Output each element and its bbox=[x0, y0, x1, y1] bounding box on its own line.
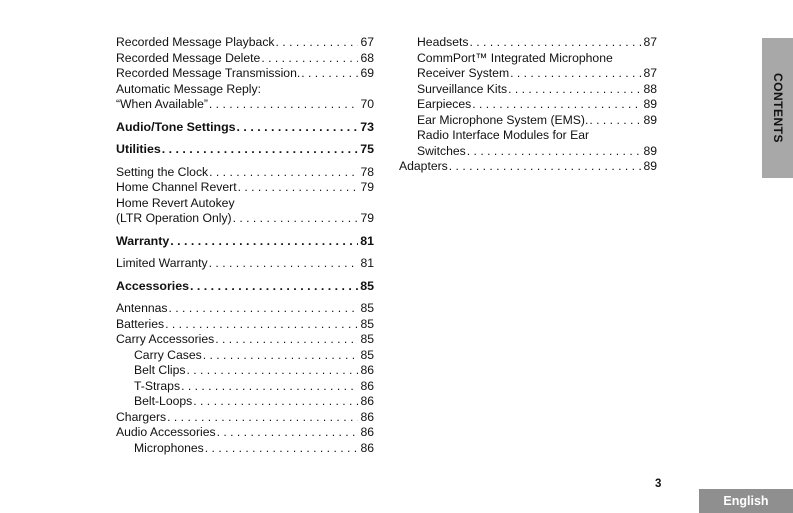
toc-entry-page: 85 bbox=[360, 301, 374, 315]
toc-entry-title: Audio Accessories bbox=[116, 425, 216, 439]
toc-entry-title: Setting the Clock bbox=[116, 164, 209, 179]
toc-entry-title: Utilities bbox=[116, 142, 161, 156]
toc-entry-page: 67 bbox=[360, 35, 374, 49]
toc-entry-page: 70 bbox=[360, 97, 374, 111]
toc-section-heading[interactable] bbox=[116, 142, 374, 158]
toc-entry-title: Warranty bbox=[116, 233, 170, 248]
toc-entry-page: 89 bbox=[643, 143, 657, 158]
toc-entry-title: Recorded Message Playback bbox=[116, 35, 275, 49]
dot-leader bbox=[161, 142, 358, 158]
dot-leader bbox=[471, 97, 641, 113]
toc-entry-title: Belt-Loops bbox=[134, 394, 193, 408]
toc-entry[interactable] bbox=[116, 317, 374, 333]
toc-entry[interactable] bbox=[116, 394, 374, 410]
toc-entry-title: Carry Accessories bbox=[116, 332, 215, 346]
toc-entry-page: 75 bbox=[360, 142, 374, 156]
dot-leader bbox=[469, 35, 642, 51]
dot-leader bbox=[300, 66, 358, 82]
toc-entry-title: Antennas bbox=[116, 301, 168, 315]
toc-entry[interactable] bbox=[116, 301, 374, 317]
toc-entry-title: Belt Clips bbox=[134, 363, 186, 377]
toc-left-column bbox=[116, 35, 374, 456]
toc-entry-title: Adapters bbox=[399, 159, 448, 173]
toc-entry-page: 87 bbox=[643, 66, 657, 80]
toc-entry[interactable] bbox=[399, 159, 657, 175]
toc-entry-title: (LTR Operation Only) bbox=[116, 211, 232, 225]
toc-entry-title: Recorded Message Delete bbox=[116, 50, 261, 65]
dot-leader bbox=[168, 301, 359, 317]
toc-entry-title: Surveillance Kits bbox=[417, 81, 508, 96]
toc-section-heading[interactable] bbox=[116, 279, 374, 295]
language-tab-label: English bbox=[723, 494, 769, 508]
dot-leader bbox=[236, 120, 359, 136]
dot-leader bbox=[448, 159, 642, 175]
toc-entry[interactable] bbox=[116, 180, 374, 196]
toc-right-column bbox=[399, 35, 657, 175]
toc-entry-page: 73 bbox=[360, 119, 374, 134]
dot-leader bbox=[169, 234, 358, 250]
toc-entry-page: 85 bbox=[360, 332, 374, 346]
dot-leader bbox=[260, 51, 358, 67]
toc-entry-title: Switches bbox=[417, 143, 466, 158]
toc-entry[interactable] bbox=[399, 82, 657, 98]
page-number: 3 bbox=[655, 478, 662, 490]
toc-entry-title: Ear Microphone System (EMS). bbox=[417, 112, 589, 127]
toc-entry-title: Microphones bbox=[134, 440, 204, 455]
dot-leader bbox=[588, 113, 641, 129]
toc-entry-page: 85 bbox=[360, 347, 374, 362]
toc-entry[interactable] bbox=[116, 97, 374, 113]
dot-leader bbox=[232, 211, 359, 227]
dot-leader bbox=[214, 332, 358, 348]
toc-entry[interactable] bbox=[116, 363, 374, 379]
dot-leader bbox=[208, 97, 359, 113]
toc-entry-title: “When Available” bbox=[116, 97, 208, 111]
toc-entry-title: Recorded Message Transmission. bbox=[116, 66, 301, 80]
dot-leader bbox=[164, 317, 358, 333]
toc-entry-page: 89 bbox=[643, 97, 657, 111]
toc-entry-title: Accessories bbox=[116, 278, 190, 293]
language-tab bbox=[699, 489, 793, 513]
toc-entry-page: 89 bbox=[643, 159, 657, 173]
toc-entry-page: 68 bbox=[360, 50, 374, 65]
toc-line: Automatic Message Reply: bbox=[116, 81, 261, 96]
toc-entry-page: 87 bbox=[643, 35, 657, 49]
toc-line: Home Revert Autokey bbox=[116, 195, 235, 210]
toc-entry-page: 85 bbox=[360, 316, 374, 331]
toc-section-heading[interactable] bbox=[116, 234, 374, 250]
toc-entry-page: 89 bbox=[643, 112, 657, 127]
toc-entry-title: Limited Warranty bbox=[116, 256, 208, 270]
toc-entry-title: Receiver System bbox=[417, 66, 510, 80]
toc-entry[interactable] bbox=[116, 256, 374, 272]
dot-leader bbox=[208, 165, 358, 181]
toc-entry-page: 86 bbox=[360, 425, 374, 439]
toc-entry[interactable] bbox=[116, 441, 374, 457]
toc-entry-page: 86 bbox=[360, 378, 374, 393]
toc-entry[interactable] bbox=[399, 113, 657, 129]
toc-section-heading[interactable] bbox=[116, 120, 374, 136]
dot-leader bbox=[185, 363, 358, 379]
dot-leader bbox=[204, 441, 359, 457]
toc-entry-title: Audio/Tone Settings bbox=[116, 119, 236, 134]
toc-entry-page: 86 bbox=[360, 394, 374, 408]
dot-leader bbox=[208, 256, 359, 272]
dot-leader bbox=[216, 425, 359, 441]
dot-leader bbox=[237, 180, 359, 196]
toc-entry-page: 79 bbox=[360, 180, 374, 194]
toc-entry[interactable] bbox=[116, 66, 374, 82]
dot-leader bbox=[192, 394, 358, 410]
dot-leader bbox=[275, 35, 359, 51]
toc-entry-title: Headsets bbox=[417, 35, 469, 49]
toc-entry[interactable] bbox=[116, 35, 374, 51]
dot-leader bbox=[202, 348, 359, 364]
dot-leader bbox=[509, 66, 641, 82]
toc-entry[interactable] bbox=[116, 332, 374, 348]
toc-entry-page: 79 bbox=[360, 211, 374, 225]
toc-entry[interactable] bbox=[399, 35, 657, 51]
toc-entry[interactable] bbox=[399, 66, 657, 82]
contents-tab-label: CONTENTS bbox=[770, 73, 785, 143]
toc-entry[interactable] bbox=[116, 379, 374, 395]
toc-entry-page: 69 bbox=[360, 66, 374, 80]
toc-entry-page: 86 bbox=[360, 409, 374, 424]
toc-entry[interactable] bbox=[116, 165, 374, 181]
toc-entry-title: Earpieces bbox=[417, 97, 472, 111]
toc-entry-title: Home Channel Revert bbox=[116, 180, 237, 194]
toc-line: CommPort™ Integrated Microphone bbox=[417, 50, 613, 65]
toc-entry-title: Carry Cases bbox=[134, 347, 202, 362]
contents-side-tab bbox=[762, 38, 793, 178]
toc-entry-page: 85 bbox=[360, 278, 374, 293]
toc-entry[interactable] bbox=[116, 410, 374, 426]
toc-entry[interactable] bbox=[399, 97, 657, 113]
toc-entry-page: 88 bbox=[643, 81, 657, 96]
toc-entry[interactable] bbox=[116, 211, 374, 227]
toc-entry-page: 86 bbox=[360, 363, 374, 377]
toc-entry-page: 81 bbox=[360, 256, 374, 270]
toc-entry-title: T-Straps bbox=[134, 378, 181, 393]
toc-entry[interactable] bbox=[116, 348, 374, 364]
dot-leader bbox=[466, 144, 642, 160]
toc-entry[interactable] bbox=[116, 425, 374, 441]
dot-leader bbox=[180, 379, 358, 395]
toc-entry-page: 86 bbox=[360, 440, 374, 455]
toc-entry-title: Chargers bbox=[116, 409, 167, 424]
toc-entry[interactable] bbox=[399, 144, 657, 160]
toc-entry-title: Batteries bbox=[116, 316, 165, 331]
toc-line: Radio Interface Modules for Ear bbox=[417, 128, 590, 142]
dot-leader bbox=[507, 82, 641, 98]
dot-leader bbox=[166, 410, 358, 426]
toc-entry[interactable] bbox=[116, 51, 374, 67]
toc-entry-page: 81 bbox=[360, 233, 374, 248]
toc-entry-page: 78 bbox=[360, 164, 374, 179]
dot-leader bbox=[189, 279, 358, 295]
